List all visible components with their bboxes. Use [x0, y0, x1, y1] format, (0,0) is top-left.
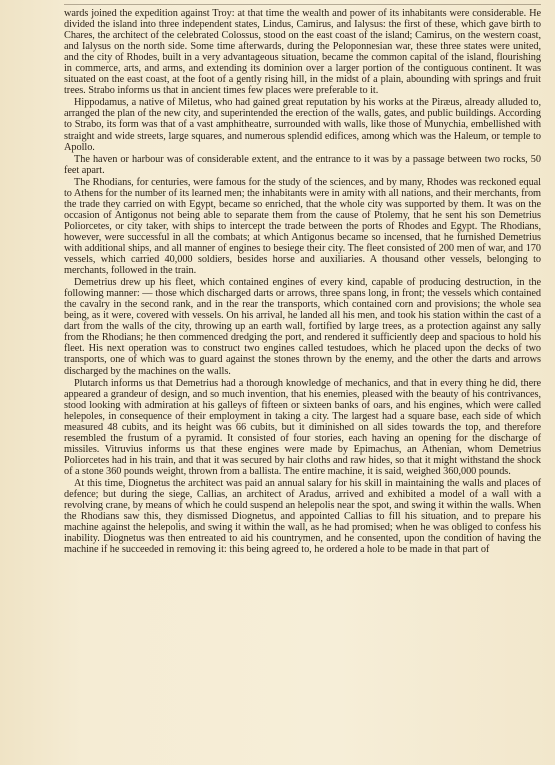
paragraph-7: At this time, Diognetus the architect was paid an annual salary for his skill in maintaining the walls and places of defence; but during the siege, Callias, an architect of Aradus, arrived and exhibited a model of a wall with a revolving crane, by means of which he could suspend an helepolis near the spot, and swing it within the walls. When the Rhodians saw this, they dismissed Diognetus, and appointed Callias to fill his situation, and to prepare his machine against the helepolis, and swing it within the wall, as he had promised; when he was obliged to confess his inability. Diognetus was then entreated to aid his countrymen, and he consented, upon the condition of having the machine if he succeeded in removing it: this being agreed to, he ordered a hole to be made in that part of [64, 477, 541, 556]
paragraph-1: wards joined the expedition against Troy: at that time the wealth and power of its inhabitants were considerable. He divided the island into three independent states, Lindus, Camirus, and Ialysus: the first of these, which gave birth to Chares, the architect of the celebrated Colossus, stood on the east coast of the island; Camirus, on the western coast, and Ialysus on the north side. Some time afterwards, during the Peloponnesian war, these three states were united, and the city of Rhodes, built in a very advantageous situation, became the common capital of the island, flourishing in commerce, arts, and arms, and extending its dominion over a larger portion of the contiguous continent. It was situated on the east coast, at the foot of a gently rising hill, in the midst of a plain, abounding with springs and fruit trees. Strabo informs us that in ancient times few places were preferable to it. [64, 8, 541, 97]
page-body-text [64, 8, 541, 556]
paragraph-3: The haven or harbour was of considerable extent, and the entrance to it was by a passage between two rocks, 50 feet apart. [64, 153, 541, 176]
paragraph-4: The Rhodians, for centuries, were famous for the study of the sciences, and by many, Rhodes was reckoned equal to Athens for the number of its learned men; the inhabitants were in amity with all nations, and their merchants, from the trade they carried on with Egypt, became so enriched, that the whole city was supported by them. It was on the occasion of Antigonus not being able to separate them from the cause of Ptolemy, that he sent his son Demetrius Poliorcetes, or city taker, with ships to intercept the trade between the ports of Rhodes and Egypt. The Rhodians, however, were successful in all the combats; at which Antigonus became so incensed, that he furnished Demetrius with additional ships, and all manner of engines to besiege their city. The fleet consisted of 200 men of war, and 170 vessels, which carried 40,000 soldiers, besides horse and auxiliaries. A thousand other vessels, belonging to merchants, followed in the train. [64, 176, 541, 277]
page-top-edge [64, 0, 541, 5]
paragraph-6: Plutarch informs us that Demetrius had a thorough knowledge of mechanics, and that in every thing he did, there appeared a grandeur of design, and so much invention, that his enemies, pleased with the beauty of his contrivances, stood looking with admiration at his galleys of fifteen or sixteen banks of oars, and his engines, which were called helepoles, in consequence of their employment in taking a city. The largest had a square base, each side of which measured 48 cubits, and its height was 66 cubits, but it diminished on all sides towards the top, and therefore resembled the frustum of a pyramid. It consisted of four stories, each having an opening for the discharge of missiles. Vitruvius informs us that these engines were made by Epimachus, an Athenian, whom Demetrius Poliorcetes had in his train, and that it was secured by hair cloths and raw hides, so that it might withstand the shock of a stone 360 pounds weight, thrown from a ballista. The entire machine, it is said, weighed 360,000 pounds. [64, 377, 541, 477]
paragraph-2: Hippodamus, a native of Miletus, who had gained great reputation by his works at the Piræus, already alluded to, arranged the plan of the new city, and superintended the erection of the walls, gates, and public buildings. According to Strabo, its form was that of a vast amphitheatre, surrounded with walls, like those of Munychia, embellished with straight and wide streets, large squares, and numerous splendid edifices, among which was the Haleum, or temple to Apollo. [64, 97, 541, 153]
paragraph-5: Demetrius drew up his fleet, which contained engines of every kind, capable of producing destruction, in the following manner: — those which discharged darts or arrows, three spans long, in front; the vessels which contained the cavalry in the second rank, and in the rear the transports, which contained corn and provisions; the whole sea being, as it were, covered with vessels. On his arrival, he landed all his men, and took his station within the cast of a dart from the walls of the city, throwing up an earth wall, fortified by large trees, as a protection against any sally from the Rhodians; he then commenced dredging the port, and rendered it sufficiently deep and spacious to hold his fleet. His next operation was to construct two engines called testudoes, which he placed upon the decks of two transports, one of which was to guard against the stones thrown by the enemy, and the other the darts and arrows discharged by the machines on the walls. [64, 277, 541, 377]
